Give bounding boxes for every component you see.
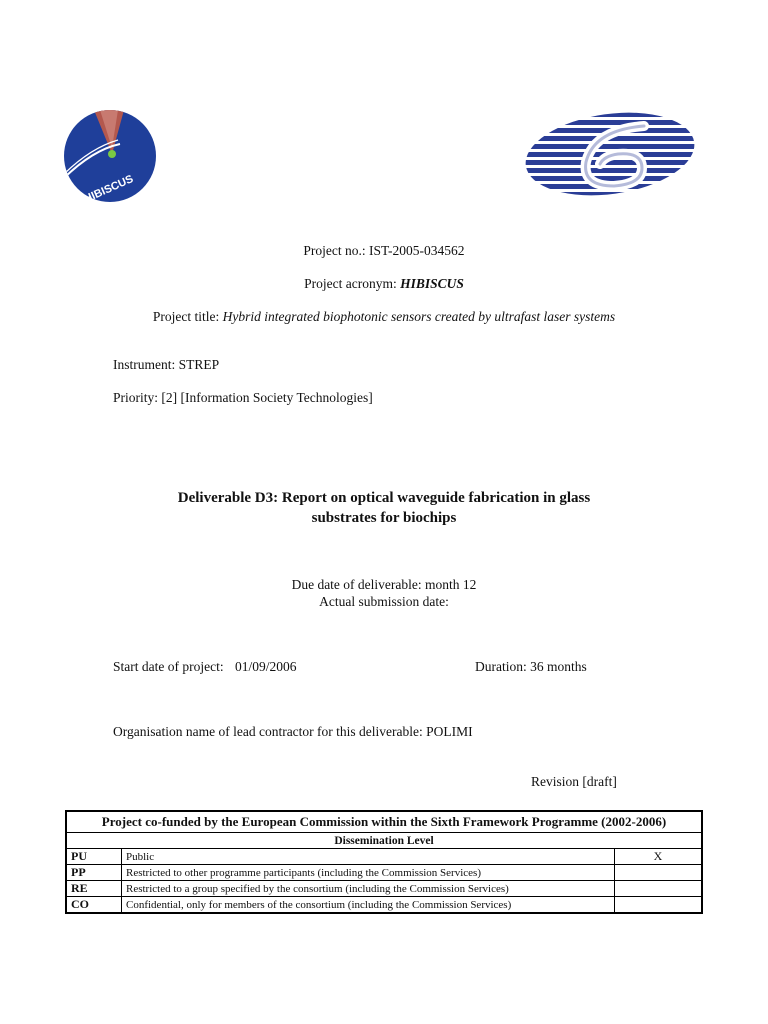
project-acronym-label: Project acronym: (304, 276, 397, 291)
table-row (66, 865, 702, 881)
project-number (0, 243, 768, 259)
deliverable-title-line1: Deliverable D3: Report on optical waveguide fabrication in glass (177, 490, 591, 506)
revision: Revision [draft] (531, 774, 617, 789)
start-date-label: Start date of project: (113, 659, 224, 674)
level-mark (615, 897, 703, 914)
deliverable-title-line2: substrates for biochips (311, 510, 457, 526)
project-number-value: IST-2005-034562 (369, 243, 465, 258)
dissemination-subheader: Dissemination Level (66, 833, 702, 849)
level-description: Confidential, only for members of the consortium (including the Commission Services) (122, 897, 615, 914)
dissemination-header: Project co-funded by the European Commission within the Sixth Framework Programme (2002-2006) (66, 811, 702, 833)
hibiscus-logo-icon (62, 110, 162, 202)
instrument: Instrument: STREP (113, 357, 220, 372)
deliverable-title (0, 488, 768, 528)
level-code: PU (66, 849, 122, 865)
project-acronym-value: HIBISCUS (400, 276, 464, 291)
priority: Priority: [2] [Information Society Technologies] (113, 390, 373, 405)
start-date-value: 01/09/2006 (234, 659, 297, 674)
dissemination-table (65, 810, 703, 914)
organisation: Organisation name of lead contractor for this deliverable: POLIMI (113, 724, 473, 739)
project-number-label: Project no.: (303, 243, 366, 258)
project-acronym (0, 276, 768, 292)
level-code: RE (66, 881, 122, 897)
start-date (113, 659, 296, 675)
level-mark: X (615, 849, 703, 865)
dissemination-header-row (66, 811, 702, 833)
table-row (66, 849, 702, 865)
project-title (0, 309, 768, 325)
actual-submission-date: Actual submission date: (319, 594, 449, 609)
due-date: Due date of deliverable: month 12 (291, 577, 477, 592)
level-code: CO (66, 897, 122, 914)
project-title-label: Project title: (152, 309, 220, 324)
table-row (66, 881, 702, 897)
table-row (66, 897, 702, 914)
level-description: Restricted to other programme participants (including the Commission Services) (122, 865, 615, 881)
level-description: Restricted to a group specified by the consortium (including the Commission Services) (122, 881, 615, 897)
hibiscus-logo-text: HIBISCUS (82, 173, 136, 202)
level-mark (615, 865, 703, 881)
level-code: PP (66, 865, 122, 881)
duration: Duration: 36 months (475, 659, 587, 674)
project-title-value: Hybrid integrated biophotonic sensors created by ultrafast laser systems (222, 309, 616, 324)
level-mark (615, 881, 703, 897)
fp6-logo-icon (524, 110, 699, 198)
level-description: Public (122, 849, 615, 865)
dissemination-subheader-row (66, 833, 702, 849)
